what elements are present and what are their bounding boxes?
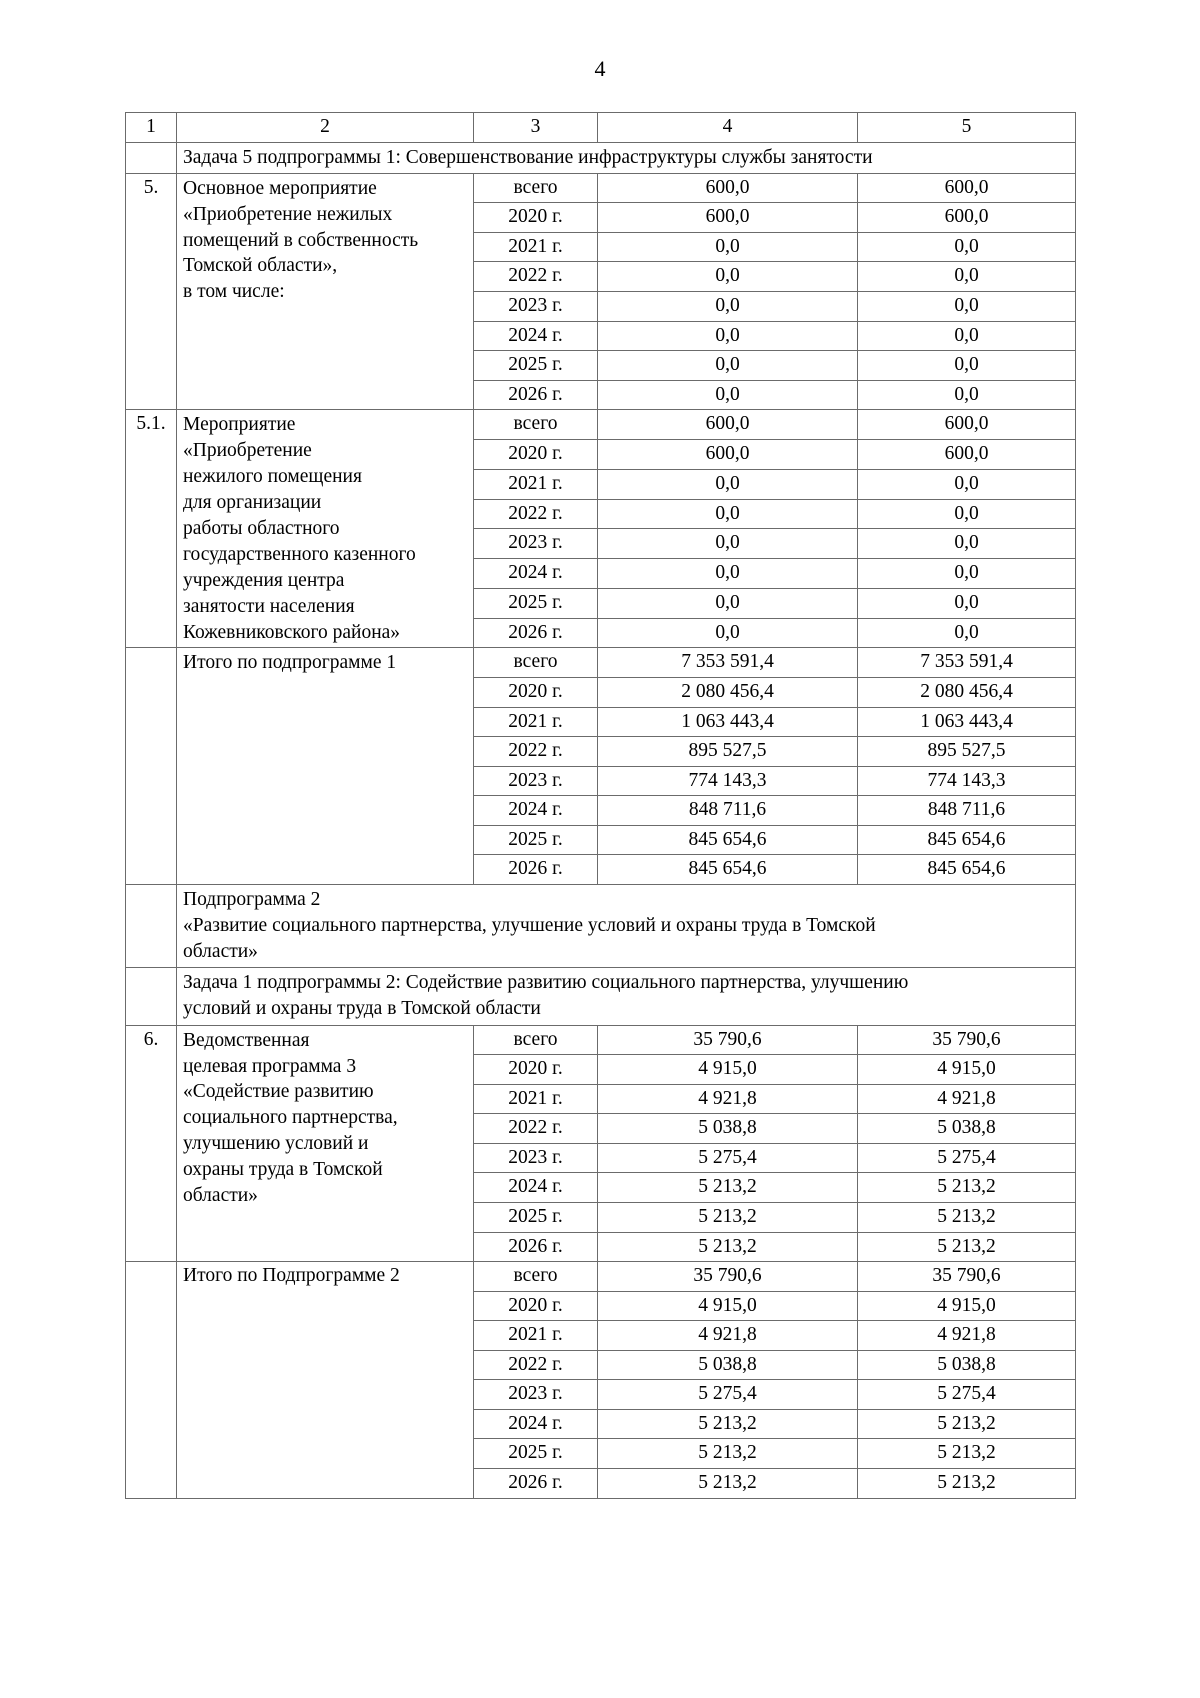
amount-total-cell: 0,0 [598, 262, 858, 292]
period-cell: 2020 г. [474, 439, 598, 469]
budget-table-container [125, 80, 1075, 1499]
amount-budget-cell: 0,0 [858, 499, 1076, 529]
measure-name-line: охраны труда в Томской [183, 1159, 383, 1181]
amount-total-cell: 0,0 [598, 321, 858, 351]
amount-total-cell: 5 213,2 [598, 1469, 858, 1499]
amount-budget-cell: 600,0 [858, 439, 1076, 469]
amount-total-cell: 4 915,0 [598, 1055, 858, 1085]
measure-name-line: «Содействие развитию [183, 1081, 374, 1103]
measure-name-line: нежилого помещения [183, 466, 362, 488]
amount-total-cell: 0,0 [598, 232, 858, 262]
amount-total-cell: 0,0 [598, 351, 858, 381]
period-cell: 2020 г. [474, 678, 598, 708]
measure-name-line: целевая программа 3 [183, 1055, 357, 1077]
amount-budget-cell: 845 654,6 [858, 825, 1076, 855]
amount-budget-cell: 0,0 [858, 380, 1076, 410]
period-cell: 2026 г. [474, 1232, 598, 1262]
table-body [126, 113, 1076, 1499]
amount-budget-cell: 5 213,2 [858, 1439, 1076, 1469]
column-header-2: 2 [177, 113, 474, 143]
table-row [126, 884, 1076, 967]
amount-total-cell: 895 527,5 [598, 737, 858, 767]
amount-budget-cell: 5 213,2 [858, 1202, 1076, 1232]
amount-total-cell: 5 213,2 [598, 1202, 858, 1232]
amount-budget-cell: 0,0 [858, 529, 1076, 559]
amount-budget-cell: 0,0 [858, 262, 1076, 292]
period-cell: 2022 г. [474, 499, 598, 529]
period-cell: 2023 г. [474, 1143, 598, 1173]
amount-total-cell: 0,0 [598, 499, 858, 529]
amount-budget-cell: 845 654,6 [858, 855, 1076, 885]
period-cell: всего [474, 1262, 598, 1292]
amount-budget-cell: 5 213,2 [858, 1409, 1076, 1439]
amount-total-cell: 4 921,8 [598, 1084, 858, 1114]
measure-name-cell [177, 1025, 474, 1262]
period-cell: всего [474, 1025, 598, 1055]
task-5-subprogram-1-text: Задача 5 подпрограммы 1: Совершенствование инфраструктуры службы занятости [177, 142, 1076, 173]
measure-name-line: государственного казенного [183, 543, 416, 565]
measure-name-cell [177, 410, 474, 648]
amount-budget-cell: 0,0 [858, 588, 1076, 618]
row-index-cell: 6. [126, 1025, 177, 1262]
period-cell: 2021 г. [474, 707, 598, 737]
amount-total-cell: 0,0 [598, 588, 858, 618]
table-row [126, 142, 1076, 173]
period-cell: 2022 г. [474, 1350, 598, 1380]
amount-budget-cell: 5 213,2 [858, 1232, 1076, 1262]
amount-budget-cell: 600,0 [858, 173, 1076, 203]
amount-total-cell: 35 790,6 [598, 1025, 858, 1055]
amount-budget-cell: 35 790,6 [858, 1262, 1076, 1292]
period-cell: 2021 г. [474, 469, 598, 499]
period-cell: 2025 г. [474, 825, 598, 855]
period-cell: 2023 г. [474, 766, 598, 796]
measure-name-line: «Приобретение [183, 440, 312, 462]
period-cell: 2023 г. [474, 529, 598, 559]
amount-budget-cell: 5 275,4 [858, 1143, 1076, 1173]
amount-total-cell: 845 654,6 [598, 825, 858, 855]
row-index-cell: 5. [126, 173, 177, 410]
budget-table [125, 112, 1076, 1499]
period-cell: 2026 г. [474, 1469, 598, 1499]
amount-total-cell: 4 915,0 [598, 1291, 858, 1321]
period-cell: 2020 г. [474, 1291, 598, 1321]
amount-total-cell: 0,0 [598, 380, 858, 410]
amount-total-cell: 5 275,4 [598, 1143, 858, 1173]
amount-total-cell: 0,0 [598, 618, 858, 648]
period-cell: 2020 г. [474, 203, 598, 233]
period-cell: 2021 г. [474, 1321, 598, 1351]
row-index-cell: 5.1. [126, 410, 177, 648]
measure-name-line: Итого по подпрограмме 1 [183, 652, 397, 674]
column-header-3: 3 [474, 113, 598, 143]
amount-budget-cell: 0,0 [858, 351, 1076, 381]
amount-budget-cell: 35 790,6 [858, 1025, 1076, 1055]
measure-name-line: Ведомственная [183, 1029, 310, 1051]
period-cell: 2025 г. [474, 588, 598, 618]
amount-budget-cell: 5 038,8 [858, 1350, 1076, 1380]
amount-total-cell: 600,0 [598, 173, 858, 203]
period-cell: 2021 г. [474, 232, 598, 262]
amount-total-cell: 0,0 [598, 529, 858, 559]
amount-total-cell: 5 038,8 [598, 1350, 858, 1380]
amount-total-cell: 7 353 591,4 [598, 648, 858, 678]
period-cell: 2024 г. [474, 559, 598, 589]
period-cell: 2024 г. [474, 1173, 598, 1203]
measure-name-line: «Приобретение нежилых [183, 203, 393, 225]
page-number: 4 [594, 56, 606, 81]
period-cell: всего [474, 173, 598, 203]
amount-total-cell: 1 063 443,4 [598, 707, 858, 737]
table-header-row [126, 113, 1076, 143]
amount-total-cell: 600,0 [598, 410, 858, 440]
measure-name-line: области» [183, 1185, 258, 1207]
column-header-1: 1 [126, 113, 177, 143]
amount-total-cell: 5 038,8 [598, 1114, 858, 1144]
amount-total-cell: 774 143,3 [598, 766, 858, 796]
measure-name-line: улучшению условий и [183, 1133, 369, 1155]
amount-budget-cell: 4 915,0 [858, 1055, 1076, 1085]
measure-name-line: для организации [183, 491, 322, 513]
measure-name-line: учреждения центра [183, 569, 345, 591]
amount-budget-cell: 0,0 [858, 618, 1076, 648]
amount-budget-cell: 7 353 591,4 [858, 648, 1076, 678]
amount-budget-cell: 4 921,8 [858, 1084, 1076, 1114]
task-1-subprogram-2-text [177, 968, 1076, 1025]
heading-line: Задача 1 подпрограммы 2: Содействие развитию социального партнерства, улучшению [183, 972, 909, 994]
amount-total-cell: 0,0 [598, 469, 858, 499]
period-cell: всего [474, 648, 598, 678]
amount-budget-cell: 0,0 [858, 232, 1076, 262]
amount-budget-cell: 774 143,3 [858, 766, 1076, 796]
period-cell: 2024 г. [474, 321, 598, 351]
period-cell: 2023 г. [474, 1380, 598, 1410]
amount-budget-cell: 895 527,5 [858, 737, 1076, 767]
table-row [126, 1025, 1076, 1055]
measure-name-line: социального партнерства, [183, 1107, 398, 1129]
row-index-cell [126, 968, 177, 1025]
amount-budget-cell: 600,0 [858, 203, 1076, 233]
measure-name-line: Основное мероприятие [183, 177, 377, 199]
amount-budget-cell: 4 915,0 [858, 1291, 1076, 1321]
amount-total-cell: 5 213,2 [598, 1409, 858, 1439]
period-cell: 2025 г. [474, 351, 598, 381]
amount-budget-cell: 0,0 [858, 469, 1076, 499]
amount-budget-cell: 600,0 [858, 410, 1076, 440]
table-row [126, 410, 1076, 440]
measure-name-line: Мероприятие [183, 414, 296, 436]
amount-total-cell: 848 711,6 [598, 796, 858, 826]
amount-total-cell: 2 080 456,4 [598, 678, 858, 708]
amount-total-cell: 0,0 [598, 559, 858, 589]
table-row [126, 648, 1076, 678]
period-cell: 2023 г. [474, 291, 598, 321]
period-cell: 2026 г. [474, 855, 598, 885]
amount-budget-cell: 0,0 [858, 291, 1076, 321]
measure-name-line: помещений в собственность [183, 229, 419, 251]
heading-line: условий и охраны труда в Томской области [183, 998, 541, 1020]
subprogram-2-heading [177, 884, 1076, 967]
amount-total-cell: 0,0 [598, 291, 858, 321]
amount-total-cell: 5 213,2 [598, 1439, 858, 1469]
period-cell: 2024 г. [474, 1409, 598, 1439]
measure-name-line: работы областного [183, 517, 340, 539]
amount-budget-cell: 848 711,6 [858, 796, 1076, 826]
amount-budget-cell: 1 063 443,4 [858, 707, 1076, 737]
column-header-5: 5 [858, 113, 1076, 143]
period-cell: 2022 г. [474, 737, 598, 767]
measure-name-line: Кожевниковского района» [183, 621, 401, 643]
amount-total-cell: 600,0 [598, 439, 858, 469]
column-header-4: 4 [598, 113, 858, 143]
amount-budget-cell: 0,0 [858, 559, 1076, 589]
heading-line: Подпрограмма 2 [183, 888, 321, 910]
amount-total-cell: 600,0 [598, 203, 858, 233]
period-cell: 2022 г. [474, 262, 598, 292]
amount-budget-cell: 2 080 456,4 [858, 678, 1076, 708]
period-cell: 2024 г. [474, 796, 598, 826]
row-index-cell [126, 648, 177, 885]
subprogram-2-total-label: Итого по Подпрограмме 2 [177, 1262, 474, 1499]
period-cell: 2025 г. [474, 1439, 598, 1469]
period-cell: 2022 г. [474, 1114, 598, 1144]
measure-name-line: Томской области», [183, 255, 338, 277]
amount-budget-cell: 5 213,2 [858, 1469, 1076, 1499]
period-cell: всего [474, 410, 598, 440]
row-index-cell [126, 1262, 177, 1499]
amount-budget-cell: 5 213,2 [858, 1173, 1076, 1203]
row-index-cell [126, 142, 177, 173]
amount-budget-cell: 5 275,4 [858, 1380, 1076, 1410]
period-cell: 2026 г. [474, 618, 598, 648]
period-cell: 2026 г. [474, 380, 598, 410]
heading-line: «Развитие социального партнерства, улучшение условий и охраны труда в Томской [183, 915, 876, 937]
amount-budget-cell: 5 038,8 [858, 1114, 1076, 1144]
measure-name-cell [177, 173, 474, 410]
table-row [126, 1262, 1076, 1292]
amount-total-cell: 5 213,2 [598, 1232, 858, 1262]
measure-name-line: в том числе: [183, 281, 285, 303]
amount-total-cell: 35 790,6 [598, 1262, 858, 1292]
measure-name-line: занятости населения [183, 595, 355, 617]
heading-line: области» [183, 941, 258, 963]
amount-total-cell: 5 275,4 [598, 1380, 858, 1410]
amount-total-cell: 4 921,8 [598, 1321, 858, 1351]
table-row [126, 173, 1076, 203]
amount-total-cell: 845 654,6 [598, 855, 858, 885]
period-cell: 2021 г. [474, 1084, 598, 1114]
period-cell: 2025 г. [474, 1202, 598, 1232]
row-index-cell [126, 884, 177, 967]
subprogram-1-total-label [177, 648, 474, 885]
period-cell: 2020 г. [474, 1055, 598, 1085]
amount-total-cell: 5 213,2 [598, 1173, 858, 1203]
amount-budget-cell: 0,0 [858, 321, 1076, 351]
amount-budget-cell: 4 921,8 [858, 1321, 1076, 1351]
table-row [126, 968, 1076, 1025]
